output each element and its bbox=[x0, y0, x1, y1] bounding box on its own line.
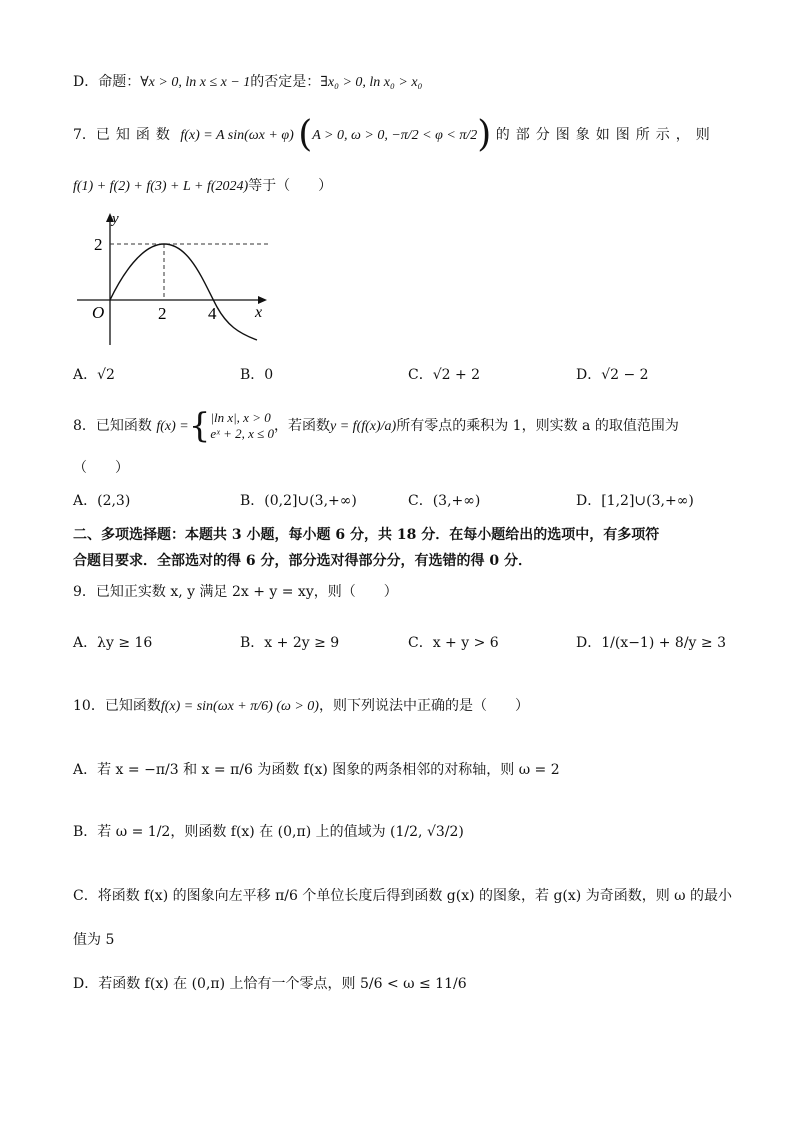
q7-stem-line2 bbox=[73, 176, 332, 197]
x-axis-arrow bbox=[258, 296, 267, 304]
q6-proposition: ∀x > 0, ln x ≤ x − 1 bbox=[140, 75, 251, 90]
q10-stem bbox=[73, 696, 529, 717]
q8-option-b[interactable]: B．(0,2]∪(3,+∞) bbox=[240, 493, 357, 509]
q7-graph bbox=[72, 205, 272, 355]
q9-option-a[interactable]: A．λy ≥ 16 bbox=[73, 635, 153, 651]
q8-number: 8． bbox=[73, 418, 96, 434]
q10-option-a[interactable]: A．若 x = −π/3 和 x = π/6 为函数 f(x) 图象的两条相邻的对称轴，则 ω = 2 bbox=[73, 762, 560, 778]
q7-option-b[interactable]: B．0 bbox=[240, 367, 274, 383]
q10-function: f(x) = sin(ωx + π/6) (ω > 0) bbox=[160, 699, 319, 714]
q8-text-b: ，若函数 bbox=[274, 418, 331, 434]
q8-case-2: eˣ + 2, x ≤ 0 bbox=[210, 426, 275, 441]
q8-option-d[interactable]: D．[1,2]∪(3,+∞) bbox=[576, 493, 694, 509]
sine-curve bbox=[110, 244, 257, 340]
q6-option-d-label: D．命题： bbox=[73, 74, 141, 90]
q10-option-c-line1[interactable]: C．将函数 f(x) 的图象向左平移 π/6 个单位长度后得到函数 g(x) 的图象，若 g(x) 为奇函数，则 ω 的最小 bbox=[73, 888, 733, 904]
y-label: y bbox=[112, 211, 119, 227]
q8-text-c: 所有零点的乘积为 1，则实数 a 的取值范围为 bbox=[396, 418, 679, 434]
q6-negation-text: 的否定是： bbox=[250, 74, 321, 90]
q8-stem: 8．已知函数 f(x) ={ |ln x|, x > 0 eˣ + 2, x ≤ 0 ，若函数y = f(f(x)/a)所有零点的乘积为 1，则实数 a 的取值范围为 bbox=[73, 406, 679, 446]
q7-stem: 7．已知函数 f(x) = A sin(ωx + φ) (A > 0, ω > 0, −π/2 < φ < π/2) 的部分图象如图所示，则 bbox=[73, 114, 716, 155]
q8-option-c[interactable]: C．(3,+∞) bbox=[408, 493, 481, 509]
q8-composite: y = f(f(x)/a) bbox=[330, 419, 397, 434]
q10-option-b[interactable]: B．若 ω = 1/2，则函数 f(x) 在 (0,π) 上的值域为 (1/2, √3/2) bbox=[73, 824, 464, 840]
y-tick-2: 2 bbox=[94, 235, 103, 254]
q10-option-c-line2: 值为 5 bbox=[73, 932, 115, 948]
q8-options bbox=[73, 490, 733, 514]
q8-paren: （ ） bbox=[73, 460, 129, 476]
q7-conditions: A > 0, ω > 0, −π/2 < φ < π/2 bbox=[312, 128, 478, 143]
q10-text-a: 10．已知函数 bbox=[73, 698, 161, 714]
x-tick-4: 4 bbox=[208, 304, 217, 323]
q7-text-c: 等于（ ） bbox=[248, 178, 333, 194]
q9-option-b[interactable]: B．x + 2y ≥ 9 bbox=[240, 635, 340, 651]
q8-cases bbox=[210, 410, 274, 442]
q7-option-c[interactable]: C．√2 + 2 bbox=[408, 367, 481, 383]
q9-options bbox=[73, 632, 733, 656]
q7-text-b: 的部分图象如图所示，则 bbox=[495, 127, 716, 143]
q8-case-1: |ln x|, x > 0 bbox=[210, 410, 271, 425]
q10-option-d[interactable]: D．若函数 f(x) 在 (0,π) 上恰有一个零点，则 5/6 < ω ≤ 11/6 bbox=[73, 976, 467, 992]
q9-stem: 9．已知正实数 x, y 满足 2x + y = xy，则（ ） bbox=[73, 584, 398, 600]
q7-number: 7． bbox=[73, 127, 96, 143]
q6-negation: ∃x₀ > 0, ln x₀ > x₀ bbox=[320, 75, 423, 90]
q8-text-a: 已知函数 bbox=[95, 418, 152, 434]
origin-label: O bbox=[92, 303, 105, 322]
section2-line1: 二、多项选择题：本题共 3 小题，每小题 6 分，共 18 分．在每小题给出的选项中，有多项符 bbox=[73, 527, 660, 543]
q7-options bbox=[73, 364, 733, 388]
x-tick-2: 2 bbox=[158, 304, 167, 323]
q7-option-d[interactable]: D．√2 − 2 bbox=[576, 367, 649, 383]
q9-option-c[interactable]: C．x + y > 6 bbox=[408, 635, 499, 651]
x-label: x bbox=[255, 304, 263, 321]
q6-option-d bbox=[73, 72, 422, 93]
q7-text-a: 已知函数 bbox=[95, 127, 176, 143]
q9-option-d[interactable]: D．1/(x−1) + 8/y ≥ 3 bbox=[576, 635, 727, 651]
section2-line2: 合题目要求．全部选对的得 6 分，部分选对得部分分，有选错的得 0 分． bbox=[73, 553, 532, 569]
q8-option-a[interactable]: A．(2,3) bbox=[73, 493, 131, 509]
q7-sum: f(1) + f(2) + f(3) + L + f(2024) bbox=[73, 179, 249, 194]
q7-function: f(x) = A sin(ωx + φ) bbox=[180, 128, 294, 143]
q10-text-b: ，则下列说法中正确的是（ ） bbox=[318, 698, 529, 714]
q7-option-a[interactable]: A．√2 bbox=[73, 367, 115, 383]
